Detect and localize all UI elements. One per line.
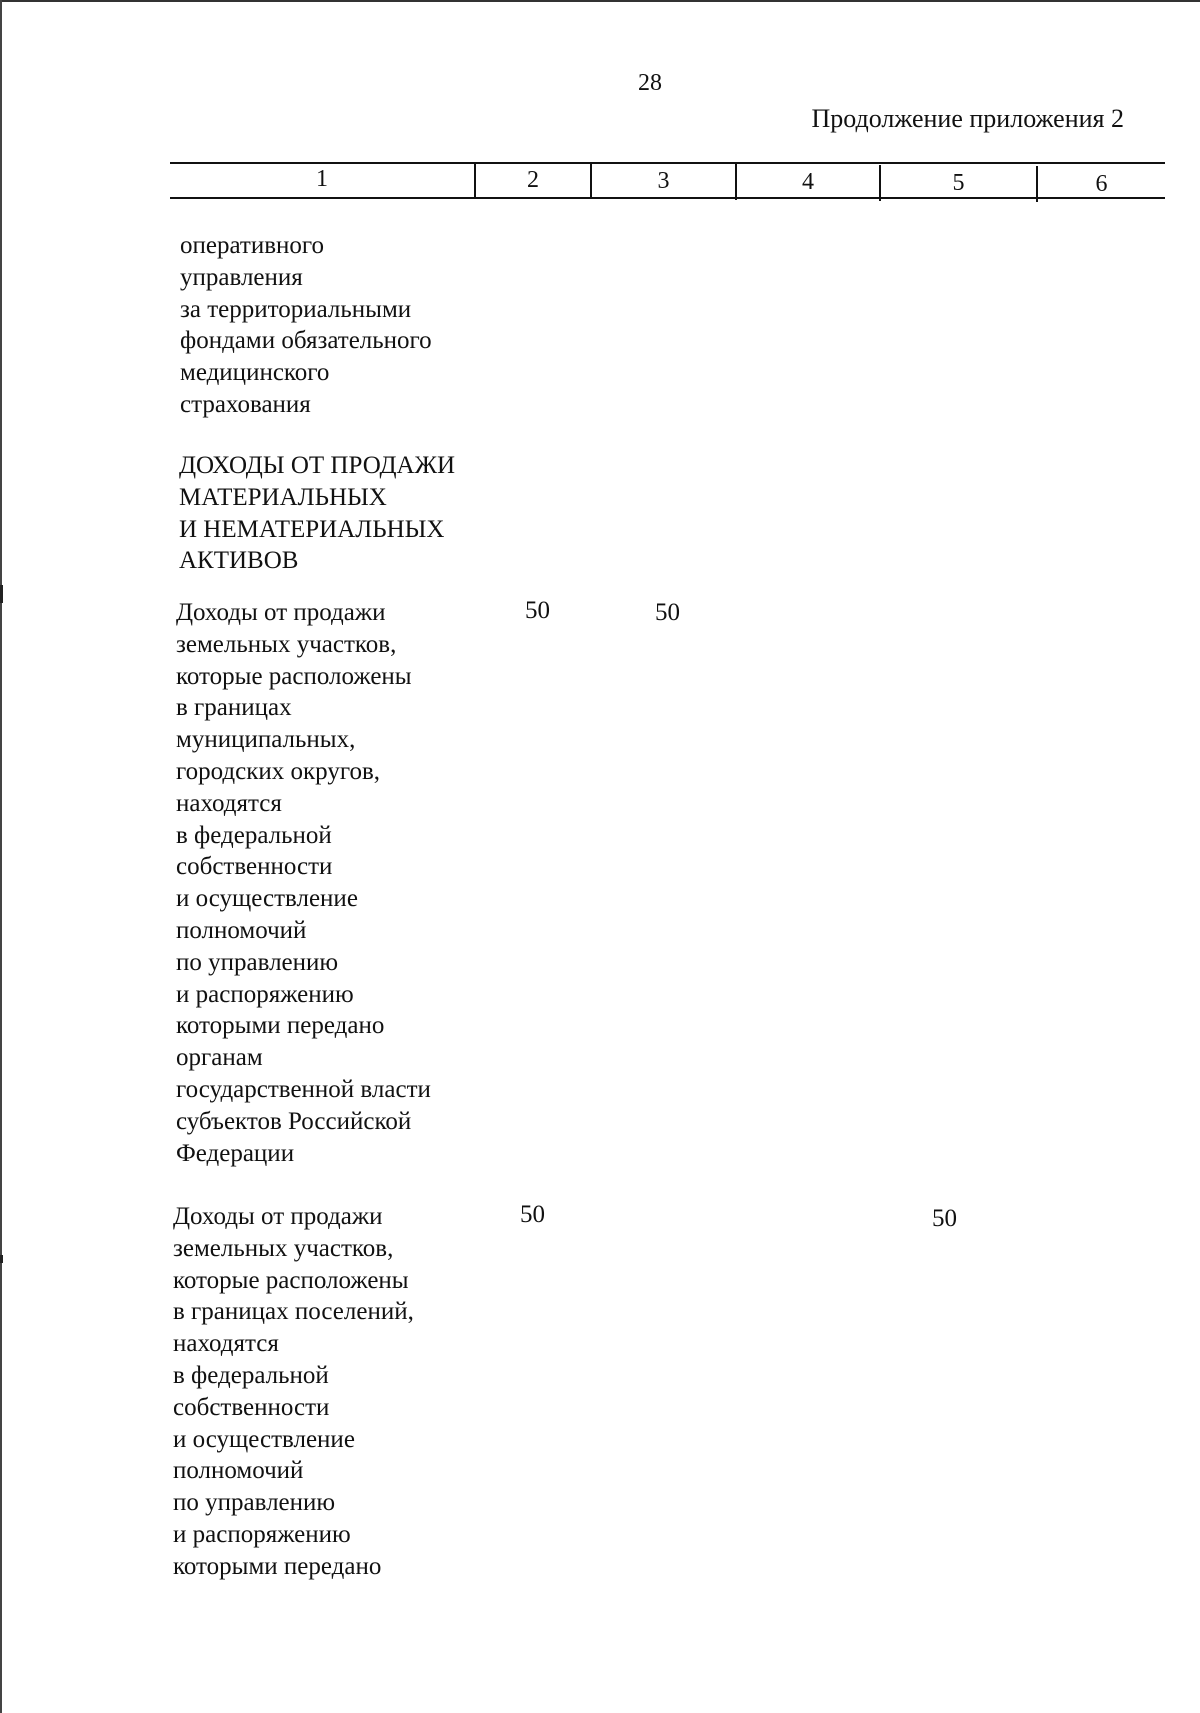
column-header: 6	[1095, 171, 1108, 197]
column-header: 4	[802, 169, 814, 195]
column-header: 2	[527, 167, 539, 193]
row-value-col5: 50	[932, 1205, 957, 1232]
scan-edge-top	[0, 0, 1200, 2]
column-header: 5	[952, 170, 965, 196]
row-value-col2: 50	[525, 597, 550, 624]
column-header: 1	[316, 166, 328, 192]
row-value-col3: 50	[655, 599, 680, 626]
scan-edge-mark	[0, 585, 3, 603]
scan-edge-mark	[0, 1255, 3, 1263]
row-description: ДОХОДЫ ОТ ПРОДАЖИ МАТЕРИАЛЬНЫХ И НЕМАТЕРИАЛЬНЫХ АКТИВОВ	[179, 452, 456, 575]
appendix-continuation-note: Продолжение приложения 2	[811, 104, 1124, 133]
table-top-border	[170, 162, 1165, 164]
row-description: оперативного управления за территориальными фондами обязательного медицинского страхования	[180, 232, 432, 418]
page-number: 28	[638, 70, 662, 96]
row-value-col2: 50	[520, 1201, 545, 1228]
table-bottom-border	[170, 197, 1165, 199]
scan-edge-left	[0, 0, 2, 1713]
column-header: 3	[657, 168, 670, 194]
row-description: Доходы от продажи земельных участков, которые расположены в границах поселений, находятся в федеральной собственности и осуществление полномочий по управлению и распоряжению которыми передано	[173, 1203, 414, 1580]
row-description: Доходы от продажи земельных участков, которые расположены в границах муниципальных, городских округов, находятся в федеральной собственности и осуществление полномочий по управлению и распоряжению которыми передано органам государственной власти субъектов Российской Федерации	[176, 599, 431, 1167]
